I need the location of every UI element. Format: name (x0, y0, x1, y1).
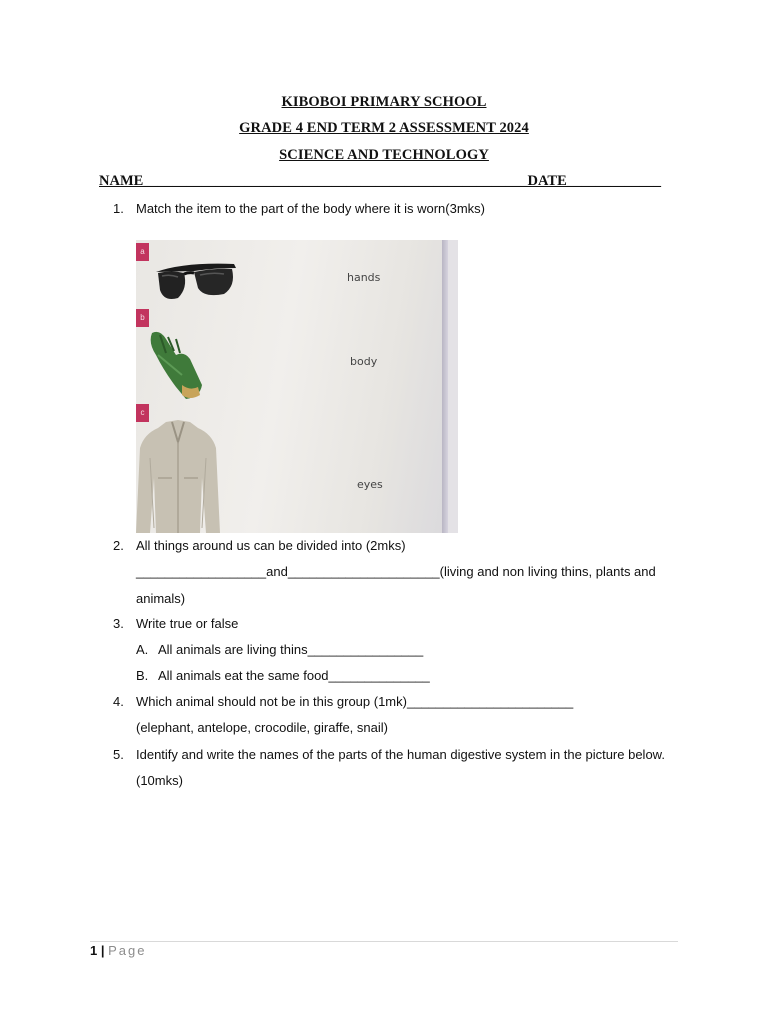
footer-divider (90, 941, 678, 942)
word-hands: hands (347, 271, 381, 284)
page-footer (90, 943, 147, 958)
q2-number: 2. (113, 538, 124, 553)
q5-number: 5. (113, 747, 124, 762)
q5-marks: (10mks) (136, 773, 183, 788)
q1-number: 1. (113, 201, 124, 216)
q3a-text[interactable]: All animals are living thins________________ (158, 642, 424, 657)
q2-text-cont: animals) (136, 591, 186, 606)
footer-separator: | (100, 943, 105, 958)
q4-text[interactable]: Which animal should not be in this group (1mk)_______________________ (136, 694, 574, 709)
q2-text: All things around us can be divided into (2mks) (136, 538, 406, 553)
q3a-letter: A. (136, 642, 149, 657)
q3-number: 3. (113, 616, 124, 631)
page-edge (448, 240, 458, 533)
gloves-icon (146, 325, 206, 405)
q5-text: Identify and write the names of the parts of the human digestive system in the picture below. (136, 747, 665, 762)
word-body: body (350, 355, 378, 368)
tag-a: a (136, 243, 149, 261)
q1-text: Match the item to the part of the body where it is worn(3mks) (136, 201, 485, 216)
tag-c: c (136, 404, 149, 422)
matching-picture (136, 240, 458, 533)
page-label: Page (108, 943, 147, 958)
page-number: 1 (90, 943, 98, 958)
page-edge-shadow (442, 240, 448, 533)
subject-title: SCIENCE AND TECHNOLOGY (279, 147, 489, 163)
q2-answer-line[interactable]: __________________and_____________________(living and non living thins, plants and (136, 564, 656, 579)
q4-options: (elephant, antelope, crocodile, giraffe, snail) (136, 720, 388, 735)
sunglasses-icon (154, 258, 238, 304)
q3-text: Write true or false (136, 616, 239, 631)
name-date-line[interactable]: NAME_____________________________________________________DATE_____________ (99, 173, 662, 189)
tag-b: b (136, 309, 149, 327)
assessment-title: GRADE 4 END TERM 2 ASSESSMENT 2024 (239, 120, 529, 136)
q3b-letter: B. (136, 668, 149, 683)
word-eyes: eyes (357, 478, 383, 491)
coat-icon (136, 418, 220, 533)
school-title: KIBOBOI PRIMARY SCHOOL (281, 94, 487, 110)
q3b-text[interactable]: All animals eat the same food______________ (158, 668, 430, 683)
q4-number: 4. (113, 694, 124, 709)
